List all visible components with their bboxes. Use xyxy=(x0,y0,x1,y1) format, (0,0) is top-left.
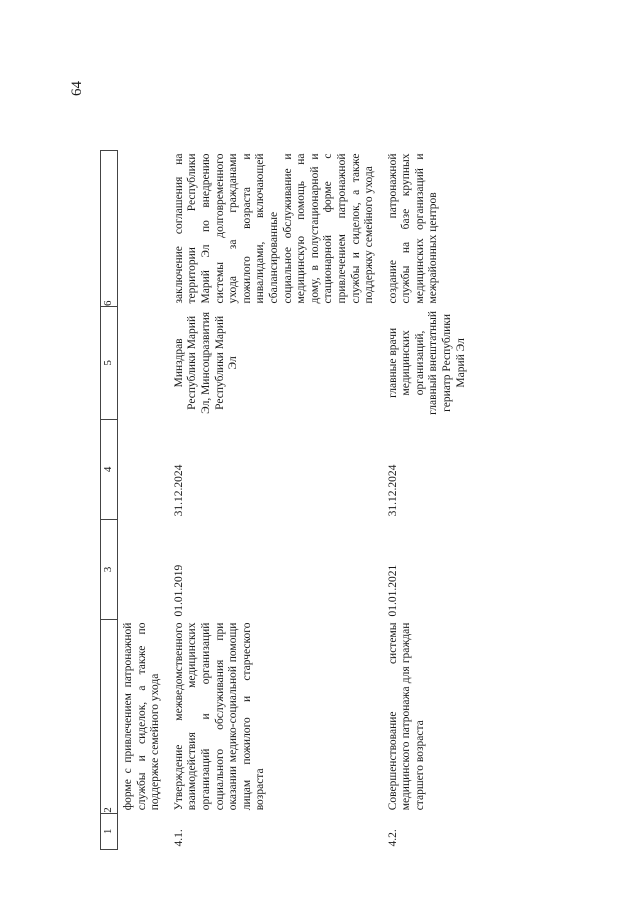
column-header: 2 xyxy=(101,620,118,814)
row-number: 4.1. xyxy=(172,829,185,847)
result: создание патронажной службы на базе крупных медицинских организаций и межрайонных центров xyxy=(386,153,440,304)
table-header-row xyxy=(101,151,118,850)
row-number: 4.2. xyxy=(386,829,399,847)
measures-table xyxy=(100,150,474,850)
start-date: 01.01.2019 xyxy=(172,564,185,617)
responsible: Минздрав Республики Марий Эл, Минсоцразвития Республики Марий Эл xyxy=(172,311,240,414)
column-header: 4 xyxy=(101,419,118,519)
table-row xyxy=(118,151,169,850)
page-number: 64 xyxy=(69,81,85,96)
row-number xyxy=(118,813,169,849)
table-row xyxy=(169,151,383,850)
start-date xyxy=(118,519,169,619)
end-date: 31.12.2024 xyxy=(172,464,185,517)
rotated-table-sheet xyxy=(100,150,540,850)
end-date xyxy=(118,419,169,519)
table-row xyxy=(383,151,475,850)
column-header: 6 xyxy=(101,151,118,307)
column-header: 3 xyxy=(101,519,118,619)
measure-text: форме с привлечением патронажной службы и сиделок, а также по поддержке семейного ухода xyxy=(122,622,162,811)
column-header: 5 xyxy=(101,307,118,420)
measure-text: Совершенствование системы медицинского патронажа для граждан старшего возраста xyxy=(386,622,426,811)
result: заключение соглашения на территории Республики Марий Эл по внедрению системы долговременного ухода за гражданами пожилого возраста и инвалидами, включающей сбалансированные социальное обслуживание и медицинскую помощь на дому, в полустационарной и стационарной форме с привлечением патронажной службы и сиделок, а также поддержку семейного ухода xyxy=(172,153,376,304)
start-date: 01.01.2021 xyxy=(386,564,399,617)
column-header: 1 xyxy=(101,813,118,849)
measure-text: Утверждение межведомственного взаимодействия медицинских организаций и организаций социального обслуживания при оказании медико-социальной помощи лицам пожилого и старческого возраста xyxy=(172,622,267,811)
responsible: главные врачи медицинских организаций, главный внештатный гериатр Республики Марий Эл xyxy=(386,310,467,415)
end-date: 31.12.2024 xyxy=(386,464,399,517)
result xyxy=(118,151,169,307)
responsible xyxy=(118,307,169,420)
